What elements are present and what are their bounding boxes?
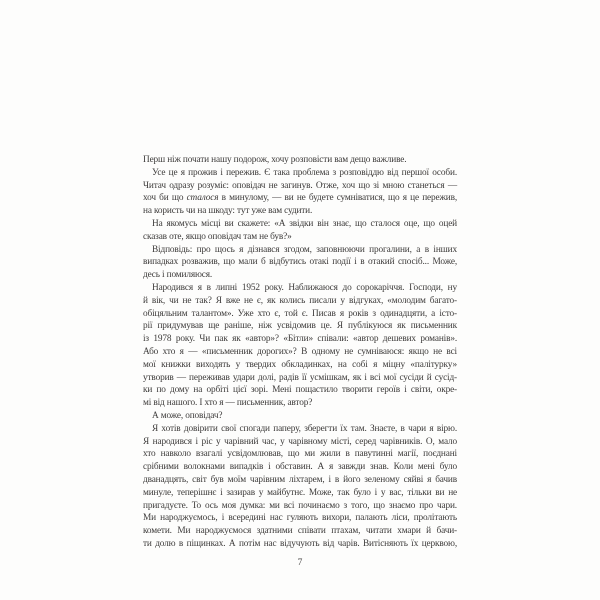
text-line: ти долю в піщинках. А потім нас відучують від чарів. Витісняють їх церквою,: [143, 538, 457, 549]
text-line: Ми народжуємось, і всередині нас гуляють вихори, палають ліси, пролітають: [143, 513, 457, 524]
text-line: Я хотів довірити свої спогади паперу, зберегти їх там. Знаєте, в чари я вірю.: [152, 423, 457, 434]
text-line: мі від нашого. І хто я — письменник, автор?: [143, 398, 313, 409]
text-line: Народився я в липні 1952 року. Наближаюся до сорокаріччя. Господи, ну: [152, 282, 457, 293]
text-line: дванадцять, світ був моїм чарівним ліхтарем, і в його зеленому сяйві я бачив: [143, 474, 457, 485]
text-line: На якомусь місці ви скажете: «А звідки він знає, що сталося оце, що оцей: [152, 218, 457, 229]
text-line: сказав оте, якщо оповідач там не був?»: [143, 231, 292, 242]
text-line: рії придумував ще раніше, ніж усвідомив це. Я публікуюся як письменник: [143, 321, 457, 332]
page-number: 7: [297, 558, 303, 568]
text-line: на користь чи на шкоду: тут уже вам судити.: [143, 206, 313, 217]
text-line: утворив — переживав удари долі, радів її усмішкам, як і всі мої сусіди й сусід-: [143, 372, 457, 383]
text-line: обіцяльним талантом». Уже хто є, той є. Писав я років з одинадцяти, а істо-: [143, 308, 457, 319]
text-line: Читач одразу розуміє: оповідач не загинув. Отже, хоч що зі мною станеться —: [143, 180, 457, 191]
text-line: Усе це я прожив і пережив. Є така проблема з розповіддю від першої особи.: [152, 167, 457, 178]
text-line: й вік, чи не так? Я вже не є, як колись писали у відгуках, «молодим багато-: [143, 295, 457, 306]
text-line: ки по дому на орбіті цієї зорі. Мені пощастило творити героїв і світи, окре-: [143, 385, 457, 396]
text-line: Відповідь: про щось я дізнався згодом, заповнюючи прогалини, а в інших: [152, 244, 457, 255]
text-line: А може, оповідач?: [152, 410, 223, 421]
text-line: пригадуєте. То ось моя думка: ми всі починаємо з того, що знаємо про чари.: [143, 500, 457, 511]
text-line: мої книжки виходять у твердих обкладинках, на собі я міцну «палітурку»: [143, 359, 457, 370]
text-line: срібними волокнами випадків і обставин. А я завжди знав. Коли мені було: [143, 462, 457, 473]
text-line: із 1978 року. Чи пак як «автор»? «Бітли» співали: «автор дешевих романів».: [143, 334, 457, 345]
text-line: Я народився і ріс у чарівний час, у чарівному місті, серед чарівників. О, мало: [143, 436, 457, 447]
text-line: комети. Ми народжуємося здатними співати птахам, читати хмари й бачи-: [143, 526, 457, 537]
text-line: десь і помиляюся.: [143, 270, 213, 281]
text-line: [143, 192, 457, 205]
text-segment: хоч би що: [143, 193, 187, 204]
text-line: Або хто я — «письменник дорогих»? В одному не сумніваюся: якщо не всі: [143, 346, 457, 357]
text-line: хто навколо взагалі усвідомлював, що ми жили в павутинні магії, поєднані: [143, 449, 457, 460]
text-line: минуле, теперішнє і зазирав у майбутнє. Може, так було і у вас, тільки ви не: [143, 487, 457, 498]
italic-word: сталося: [186, 193, 219, 204]
text-segment: в минулому, — ви не будете сумніватися, що я це пережив,: [218, 193, 457, 204]
text-line: Перш ніж почати нашу подорож, хочу розповісти вам дещо важливе.: [143, 155, 407, 165]
text-line: випадках розважив, що мали б відбутись отакі події і в отакий спосіб... Може,: [143, 257, 457, 268]
page-body-text: [143, 154, 457, 551]
